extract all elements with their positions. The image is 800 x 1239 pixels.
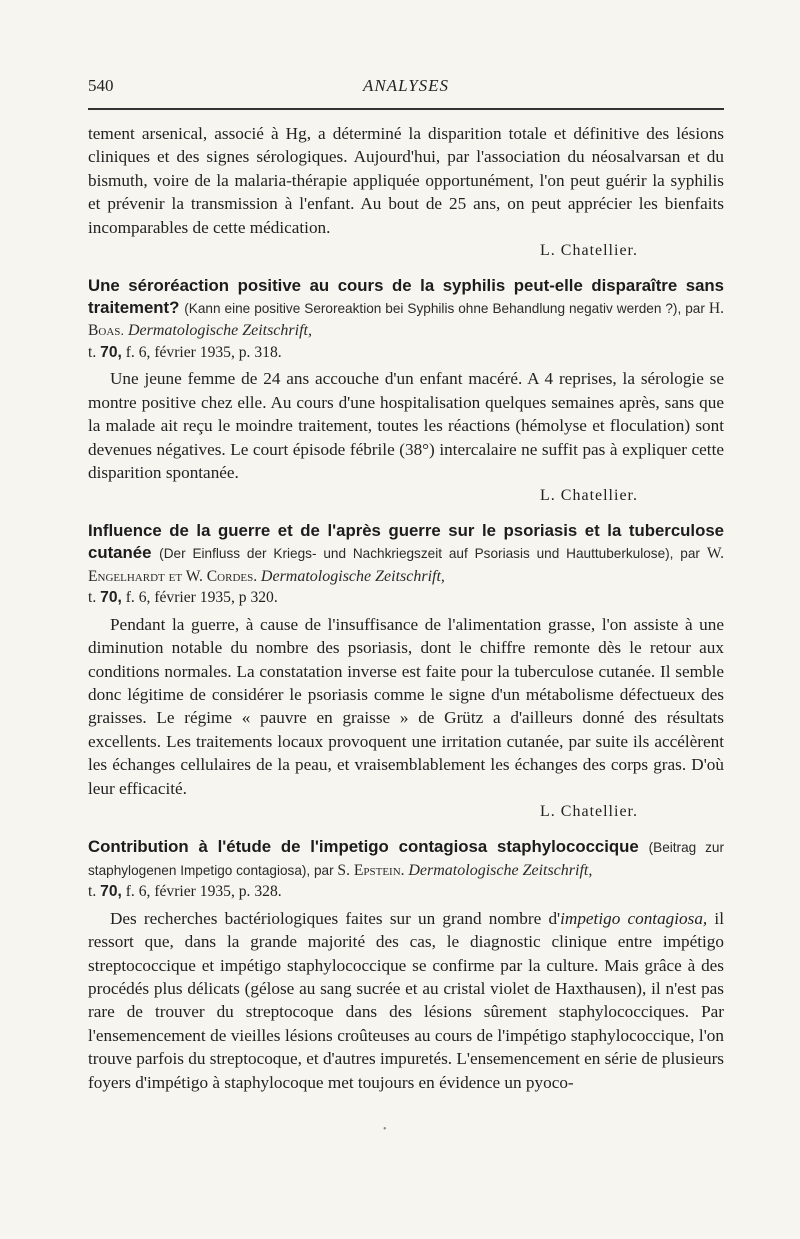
page-number: 540 [88, 76, 114, 95]
running-title: ANALYSES [362, 76, 450, 95]
journal-name: Dermatologische Zeitschrift, [408, 861, 593, 879]
signature: L. Chatellier. [540, 242, 638, 260]
reference-details [88, 342, 724, 364]
continuation-text: tement arsenical, associé à Hg, a déterminé la disparition totale et définitive des lésions cliniques et des signes sérologiques. Aujourd'hui, par l'association du néosalvarsan et du bismuth, voire de la malaria-thérapie appliquée opportunément, l'on peut guérir la syphilis et prévenir la transmission à l'enfant. Au bout de 25 ans, on peut apprécier les bienfaits incomparables de cette médication. [88, 124, 724, 237]
article-psoriasis [88, 520, 724, 823]
continued-article [88, 122, 724, 262]
article-author: S. Epstein. [337, 861, 405, 879]
journal-page [88, 70, 724, 1094]
body-text: il ressort que, dans la grande majorité des cas, le diagnostic clinique entre impétigo streptococcique et impétigo staphylococcique se confirme par la culture. Mais grâce à des procédés plus délicats (gélose au sang sucrée et au cristal violet de Haxthausen), il n'est pas rare de trouver du streptocoque dans des lésions sûrement staphylococciques. Par l'ensemencement de vieilles lésions croûteuses au cours de l'impétigo staphylococcique, l'on trouve parfois du streptocoque, et d'autres impuretés. L'ensemencement en série de plusieurs foyers d'impétigo à staphylocoque met toujours en évidence un pyoco- [88, 908, 724, 1092]
volume-prefix: t. [88, 343, 97, 361]
volume-number: 70, [100, 343, 122, 361]
reference-details [88, 881, 724, 903]
issue-info: f. 6, février 1935, p 320. [125, 589, 278, 607]
original-title: (Beitrag zur staphylogenen Impetigo contagiosa), par [88, 840, 725, 878]
article-author: W. Engelhardt et W. Cordes. [88, 545, 724, 585]
original-title: (Der Einfluss der Kriegs- und Nachkriegszeit auf Psoriasis und Hauttuberkulose), par [159, 546, 700, 562]
article-author: H. Boas [88, 299, 724, 340]
article-heading: Une séroréaction positive au cours de la syphilis peut-elle disparaître sans traitement? (Kann eine positive Seroreaktion bei Syphilis ohne Behandlung negativ werden ?), par H. Boas. Dermatologische Zeitschrift, [88, 276, 724, 340]
body-italic-term: impetigo contagiosa, [560, 908, 708, 928]
article-title: Une séroréaction positive au cours de la syphilis peut-elle disparaître sans traitement? [88, 276, 724, 317]
article-body: Une jeune femme de 24 ans accouche d'un enfant macéré. A 4 reprises, la sérologie se montre positive chez elle. Au cours d'une hospitalisation quelques semaines après, sans que la malade ait reçu le moindre traitement, toutes les réactions (hémolyse et floculation) sont devenues négatives. Le court épisode fébrile (38°) intercalaire ne suffit pas à expliquer cette disparition spontanée. [88, 369, 724, 483]
journal-name: Dermatologische Zeitschrift, [260, 567, 445, 585]
article-heading [88, 520, 724, 587]
body-intro: Des recherches bactériologiques faites sur un grand nombre d' [110, 908, 561, 928]
article-title: Influence de la guerre et de l'après guerre sur le psoriasis et la tuberculose cutanée [88, 521, 724, 563]
volume-prefix: t. [88, 589, 97, 607]
article-seroreaction [88, 275, 724, 507]
article-impetigo [88, 836, 724, 1094]
volume-number: 70, [100, 883, 122, 901]
issue-info: f. 6, février 1935, p. 318. [125, 343, 282, 361]
original-title: (Kann eine positive Seroreaktion bei Syphilis ohne Behandlung negativ werden ?), par [184, 300, 705, 316]
header-rule [88, 108, 724, 110]
journal-name: Dermatologische Zeitschrift, [127, 322, 312, 340]
article-heading [88, 836, 724, 881]
running-header [88, 70, 724, 100]
volume-number: 70, [100, 589, 122, 607]
signature: L. Chatellier. [540, 487, 638, 505]
article-title: Contribution à l'étude de l'impetigo contagiosa staphylococcique [88, 837, 639, 857]
article-body: Pendant la guerre, à cause de l'insuffisance de l'alimentation grasse, l'on assiste à une diminution notable du nombre des psoriasis, dont le chiffre remonte dès le retour aux conditions normales. La constatation inverse est faite pour la tuberculose cutanée. Il semble donc légitime de considérer le psoriasis comme le signe d'un métabolisme défectueux des graisses. Le régime « pauvre en graisse » de Grütz a d'ailleurs donné des résultats excellents. Les traitements locaux provoquent une irritation cutanée, par suite ils accélèrent les échanges cellulaires de la peau, et vraisemblablement les échanges des corps gras. D'où leur efficacité. [88, 614, 724, 798]
reference-details [88, 587, 724, 609]
issue-info: f. 6, février 1935, p. 328. [125, 883, 282, 901]
volume-prefix: t. [88, 883, 97, 901]
signature: L. Chatellier. [540, 803, 638, 821]
page-speck: • [383, 1124, 387, 1135]
article-body [88, 907, 724, 1094]
